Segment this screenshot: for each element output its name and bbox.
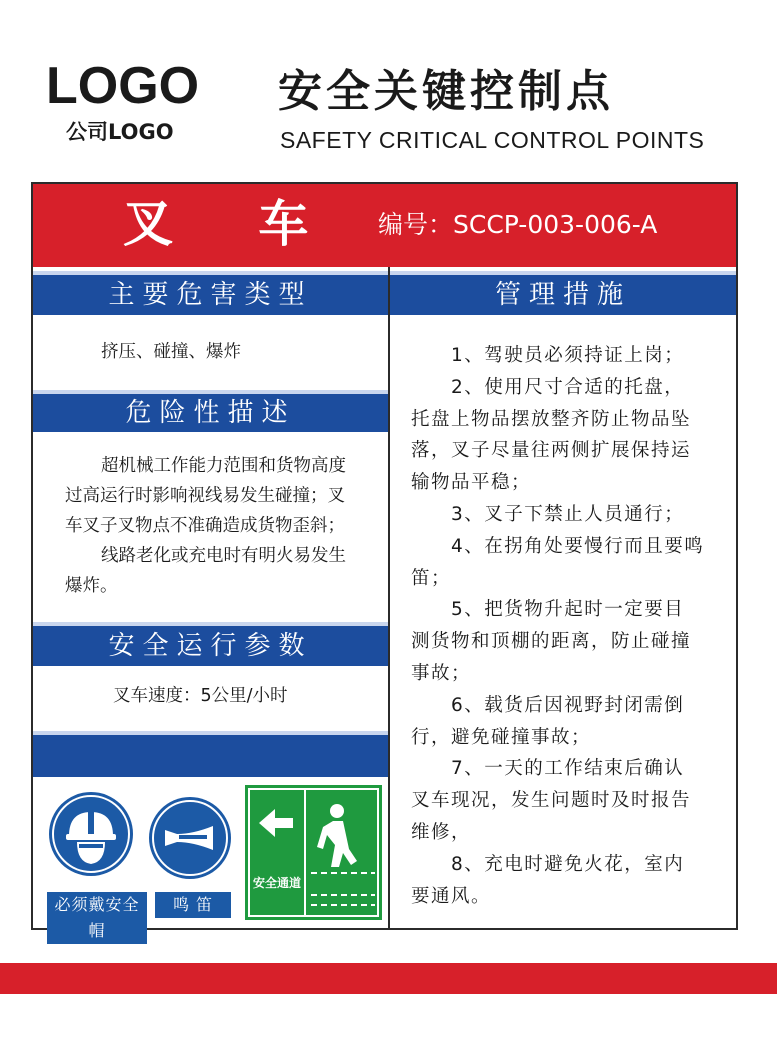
card-header-band — [33, 184, 736, 267]
company-logo-label: 公司LOGO — [66, 120, 174, 144]
control-point-card — [31, 182, 738, 940]
measures-header: 管理措施 — [390, 271, 736, 315]
measure-line: 测货物和顶棚的距离，防止碰撞 — [411, 631, 692, 653]
danger-desc-line: 超机械工作能力范围和货物高度 — [101, 456, 346, 476]
measure-line: 叉车现况，发生问题时及时报告 — [411, 790, 692, 812]
measure-line: 2、使用尺寸合适的托盘， — [451, 376, 685, 398]
measure-line: 4、在拐角处要慢行而且要鸣 — [451, 535, 705, 557]
helmet-icon — [49, 792, 133, 876]
equipment-name: 叉 车 — [123, 195, 343, 253]
logo-text: LOGO — [46, 57, 200, 115]
measure-line: 7、一天的工作结束后确认 — [451, 758, 685, 780]
measure-line: 1、驾驶员必须持证上岗； — [451, 345, 685, 366]
safety-passage-sign — [245, 785, 382, 920]
measure-line: 托盘上物品摆放整齐防止物品坠 — [411, 408, 692, 430]
measure-line: 3、叉子下禁止人员通行； — [451, 503, 685, 525]
danger-desc-line: 车叉子叉物点不准确造成货物歪斜； — [65, 516, 345, 536]
blue-strip — [33, 731, 388, 777]
danger-desc-header: 危险性描述 — [33, 390, 388, 432]
helmet-sign-label: 必须戴安全帽 — [47, 892, 147, 944]
helmet-sign — [49, 792, 133, 876]
exit-arrow-icon — [247, 787, 380, 918]
params-header: 安全运行参数 — [33, 622, 388, 666]
measure-line: 行，避免碰撞事故； — [411, 726, 592, 748]
horn-icon — [149, 797, 231, 879]
page-subtitle: SAFETY CRITICAL CONTROL POINTS — [280, 127, 705, 153]
measure-line: 5、把货物升起时一定要目 — [451, 599, 685, 621]
column-divider — [388, 267, 390, 928]
danger-desc-line: 线路老化或充电时有明火易发生 — [101, 546, 346, 566]
footer-red-band — [0, 963, 777, 994]
danger-desc-text — [65, 451, 383, 601]
measures-text — [411, 340, 731, 912]
horn-sign-label: 鸣 笛 — [155, 892, 231, 918]
danger-desc-line: 过高运行时影响视线易发生碰撞；叉 — [65, 486, 345, 506]
equipment-code: 编号：SCCP-003-006-A — [378, 210, 658, 239]
measure-line: 维修， — [411, 821, 472, 843]
horn-sign — [149, 797, 231, 879]
measure-line: 事故； — [411, 662, 472, 684]
hazard-type-text: 挤压、碰撞、爆炸 — [101, 342, 241, 362]
measure-line: 落，叉子尽量往两侧扩展保持运 — [411, 440, 692, 462]
measure-line: 笛； — [411, 567, 452, 589]
page-title: 安全关键控制点 — [278, 66, 614, 117]
measure-line: 8、充电时避免火花，室内 — [451, 853, 685, 875]
measure-line: 要通风。 — [411, 885, 492, 907]
danger-desc-line: 爆炸。 — [65, 576, 118, 596]
measure-line: 输物品平稳； — [411, 472, 532, 494]
hazard-type-header: 主要危害类型 — [33, 271, 388, 315]
params-text: 叉车速度：5公里/小时 — [113, 686, 288, 706]
measure-line: 6、载货后因视野封闭需倒 — [451, 694, 685, 716]
exit-sign-label: 安全通道 — [252, 876, 301, 890]
